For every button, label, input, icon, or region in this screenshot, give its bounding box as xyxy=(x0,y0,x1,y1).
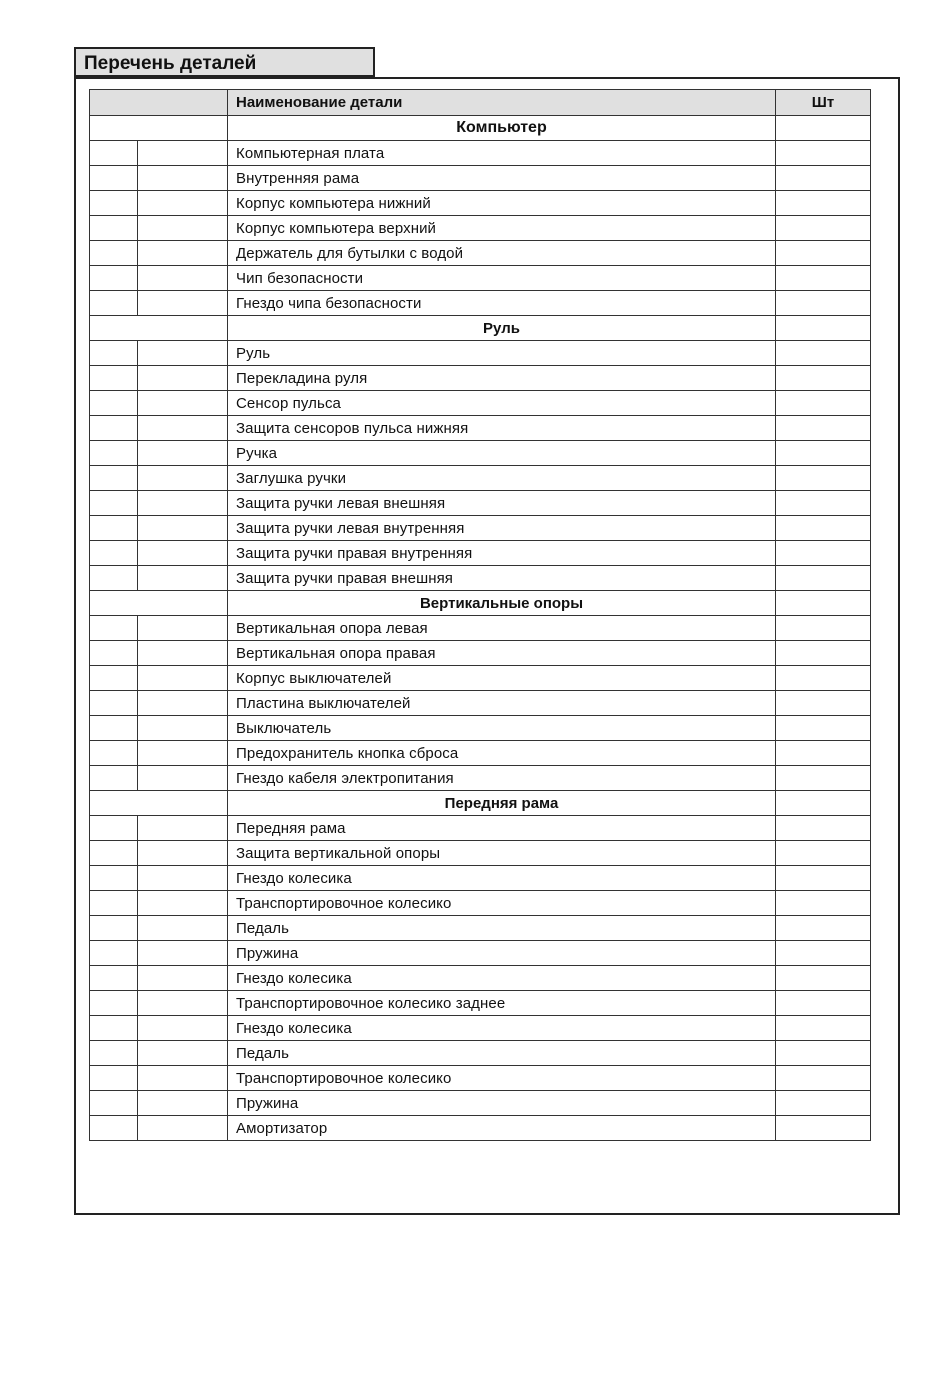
qty-cell xyxy=(776,366,871,391)
code-cell xyxy=(138,966,228,991)
table-row xyxy=(90,341,871,366)
qty-cell xyxy=(776,266,871,291)
qty-cell xyxy=(776,816,871,841)
part-name: Педаль xyxy=(228,916,776,941)
number-cell xyxy=(90,616,138,641)
number-cell xyxy=(90,466,138,491)
code-cell xyxy=(138,841,228,866)
qty-cell xyxy=(776,1091,871,1116)
number-cell xyxy=(90,216,138,241)
table-row xyxy=(90,766,871,791)
code-cell xyxy=(138,491,228,516)
table-row xyxy=(90,841,871,866)
part-name: Ручка xyxy=(228,441,776,466)
qty-cell xyxy=(776,291,871,316)
number-cell xyxy=(90,991,138,1016)
part-name: Гнездо колесика xyxy=(228,966,776,991)
section-blank-cell xyxy=(90,591,228,616)
qty-cell xyxy=(776,691,871,716)
part-name: Корпус компьютера верхний xyxy=(228,216,776,241)
number-cell xyxy=(90,1016,138,1041)
number-cell xyxy=(90,1066,138,1091)
part-name: Корпус компьютера нижний xyxy=(228,191,776,216)
number-cell xyxy=(90,741,138,766)
number-cell xyxy=(90,691,138,716)
number-cell xyxy=(90,841,138,866)
code-cell xyxy=(138,541,228,566)
table-row xyxy=(90,941,871,966)
table-row xyxy=(90,641,871,666)
code-cell xyxy=(138,616,228,641)
number-cell xyxy=(90,391,138,416)
qty-cell xyxy=(776,316,871,341)
code-cell xyxy=(138,641,228,666)
code-cell xyxy=(138,816,228,841)
part-name: Корпус выключателей xyxy=(228,666,776,691)
table-row xyxy=(90,916,871,941)
table-row xyxy=(90,141,871,166)
table-row xyxy=(90,441,871,466)
code-cell xyxy=(138,1016,228,1041)
part-name: Гнездо чипа безопасности xyxy=(228,291,776,316)
table-header-row xyxy=(90,90,871,116)
qty-cell xyxy=(776,616,871,641)
table-row xyxy=(90,741,871,766)
part-name: Передняя рама xyxy=(228,816,776,841)
table-row xyxy=(90,1041,871,1066)
qty-cell xyxy=(776,541,871,566)
qty-cell xyxy=(776,591,871,616)
code-cell xyxy=(138,866,228,891)
qty-cell xyxy=(776,1041,871,1066)
header-blank-cell xyxy=(90,90,228,116)
code-cell xyxy=(138,266,228,291)
part-name: Гнездо колесика xyxy=(228,1016,776,1041)
number-cell xyxy=(90,191,138,216)
code-cell xyxy=(138,416,228,441)
code-cell xyxy=(138,666,228,691)
code-cell xyxy=(138,1116,228,1141)
part-name: Защита ручки левая внутренняя xyxy=(228,516,776,541)
number-cell xyxy=(90,641,138,666)
qty-cell xyxy=(776,941,871,966)
part-name: Пружина xyxy=(228,941,776,966)
parts-table xyxy=(89,89,871,1141)
part-name: Защита сенсоров пульса нижняя xyxy=(228,416,776,441)
qty-cell xyxy=(776,841,871,866)
part-name: Внутренняя рама xyxy=(228,166,776,191)
qty-cell xyxy=(776,666,871,691)
code-cell xyxy=(138,566,228,591)
part-name: Педаль xyxy=(228,1041,776,1066)
table-row xyxy=(90,1091,871,1116)
qty-cell xyxy=(776,716,871,741)
part-name: Предохранитель кнопка сброса xyxy=(228,741,776,766)
number-cell xyxy=(90,666,138,691)
table-row xyxy=(90,541,871,566)
number-cell xyxy=(90,766,138,791)
number-cell xyxy=(90,966,138,991)
section-blank-cell xyxy=(90,791,228,816)
qty-cell xyxy=(776,166,871,191)
part-name: Руль xyxy=(228,341,776,366)
code-cell xyxy=(138,441,228,466)
code-cell xyxy=(138,1066,228,1091)
table-row xyxy=(90,716,871,741)
table-row xyxy=(90,391,871,416)
section-row xyxy=(90,116,871,141)
number-cell xyxy=(90,816,138,841)
qty-cell xyxy=(776,766,871,791)
table-row xyxy=(90,366,871,391)
section-blank-cell xyxy=(90,316,228,341)
number-cell xyxy=(90,941,138,966)
part-name: Защита ручки правая внутренняя xyxy=(228,541,776,566)
table-row xyxy=(90,691,871,716)
qty-cell xyxy=(776,341,871,366)
qty-cell xyxy=(776,466,871,491)
qty-cell xyxy=(776,1116,871,1141)
table-row xyxy=(90,666,871,691)
qty-cell xyxy=(776,241,871,266)
number-cell xyxy=(90,716,138,741)
section-blank-cell xyxy=(90,116,228,141)
number-cell xyxy=(90,491,138,516)
part-name: Гнездо кабеля электропитания xyxy=(228,766,776,791)
qty-cell xyxy=(776,1016,871,1041)
table-row xyxy=(90,491,871,516)
code-cell xyxy=(138,141,228,166)
part-name: Гнездо колесика xyxy=(228,866,776,891)
table-row xyxy=(90,966,871,991)
section-row xyxy=(90,316,871,341)
part-name: Компьютерная плата xyxy=(228,141,776,166)
part-name: Пластина выключателей xyxy=(228,691,776,716)
number-cell xyxy=(90,266,138,291)
part-name: Чип безопасности xyxy=(228,266,776,291)
qty-cell xyxy=(776,966,871,991)
header-qty: Шт xyxy=(776,90,871,116)
qty-cell xyxy=(776,1066,871,1091)
section-title: Компьютер xyxy=(228,116,776,141)
code-cell xyxy=(138,391,228,416)
table-row xyxy=(90,416,871,441)
number-cell xyxy=(90,866,138,891)
section-title: Вертикальные опоры xyxy=(228,591,776,616)
number-cell xyxy=(90,241,138,266)
section-row xyxy=(90,791,871,816)
code-cell xyxy=(138,366,228,391)
table-row xyxy=(90,616,871,641)
table-row xyxy=(90,1016,871,1041)
code-cell xyxy=(138,1041,228,1066)
code-cell xyxy=(138,191,228,216)
qty-cell xyxy=(776,891,871,916)
part-name: Амортизатор xyxy=(228,1116,776,1141)
part-name: Сенсор пульса xyxy=(228,391,776,416)
number-cell xyxy=(90,441,138,466)
qty-cell xyxy=(776,566,871,591)
code-cell xyxy=(138,1091,228,1116)
qty-cell xyxy=(776,216,871,241)
table-row xyxy=(90,191,871,216)
number-cell xyxy=(90,1041,138,1066)
part-name: Пружина xyxy=(228,1091,776,1116)
qty-cell xyxy=(776,491,871,516)
code-cell xyxy=(138,466,228,491)
number-cell xyxy=(90,916,138,941)
table-row xyxy=(90,466,871,491)
qty-cell xyxy=(776,416,871,441)
section-title: Руль xyxy=(228,316,776,341)
qty-cell xyxy=(776,391,871,416)
part-name: Вертикальная опора левая xyxy=(228,616,776,641)
qty-cell xyxy=(776,916,871,941)
qty-cell xyxy=(776,441,871,466)
code-cell xyxy=(138,991,228,1016)
part-name: Защита вертикальной опоры xyxy=(228,841,776,866)
part-name: Транспортировочное колесико xyxy=(228,891,776,916)
number-cell xyxy=(90,566,138,591)
table-row xyxy=(90,166,871,191)
table-row xyxy=(90,1116,871,1141)
table-row xyxy=(90,891,871,916)
section-row xyxy=(90,591,871,616)
qty-cell xyxy=(776,991,871,1016)
table-row xyxy=(90,216,871,241)
table-row xyxy=(90,291,871,316)
code-cell xyxy=(138,241,228,266)
part-name: Перекладина руля xyxy=(228,366,776,391)
number-cell xyxy=(90,341,138,366)
number-cell xyxy=(90,516,138,541)
part-name: Вертикальная опора правая xyxy=(228,641,776,666)
qty-cell xyxy=(776,641,871,666)
number-cell xyxy=(90,291,138,316)
part-name: Защита ручки левая внешняя xyxy=(228,491,776,516)
table-row xyxy=(90,516,871,541)
qty-cell xyxy=(776,791,871,816)
number-cell xyxy=(90,366,138,391)
part-name: Транспортировочное колесико заднее xyxy=(228,991,776,1016)
qty-cell xyxy=(776,116,871,141)
code-cell xyxy=(138,291,228,316)
code-cell xyxy=(138,741,228,766)
table-row xyxy=(90,816,871,841)
number-cell xyxy=(90,1091,138,1116)
part-name: Защита ручки правая внешняя xyxy=(228,566,776,591)
table-row xyxy=(90,1066,871,1091)
code-cell xyxy=(138,916,228,941)
part-name: Держатель для бутылки с водой xyxy=(228,241,776,266)
qty-cell xyxy=(776,141,871,166)
section-title: Передняя рама xyxy=(228,791,776,816)
number-cell xyxy=(90,541,138,566)
number-cell xyxy=(90,1116,138,1141)
qty-cell xyxy=(776,516,871,541)
number-cell xyxy=(90,166,138,191)
code-cell xyxy=(138,941,228,966)
table-row xyxy=(90,991,871,1016)
qty-cell xyxy=(776,741,871,766)
part-name: Транспортировочное колесико xyxy=(228,1066,776,1091)
table-row xyxy=(90,566,871,591)
header-name: Наименование детали xyxy=(228,90,776,116)
number-cell xyxy=(90,141,138,166)
code-cell xyxy=(138,766,228,791)
code-cell xyxy=(138,341,228,366)
part-name: Выключатель xyxy=(228,716,776,741)
part-name: Заглушка ручки xyxy=(228,466,776,491)
table-row xyxy=(90,266,871,291)
code-cell xyxy=(138,716,228,741)
qty-cell xyxy=(776,866,871,891)
table-row xyxy=(90,241,871,266)
page-title: Перечень деталей xyxy=(74,47,375,77)
code-cell xyxy=(138,691,228,716)
code-cell xyxy=(138,216,228,241)
number-cell xyxy=(90,416,138,441)
number-cell xyxy=(90,891,138,916)
code-cell xyxy=(138,166,228,191)
qty-cell xyxy=(776,191,871,216)
code-cell xyxy=(138,516,228,541)
code-cell xyxy=(138,891,228,916)
table-row xyxy=(90,866,871,891)
